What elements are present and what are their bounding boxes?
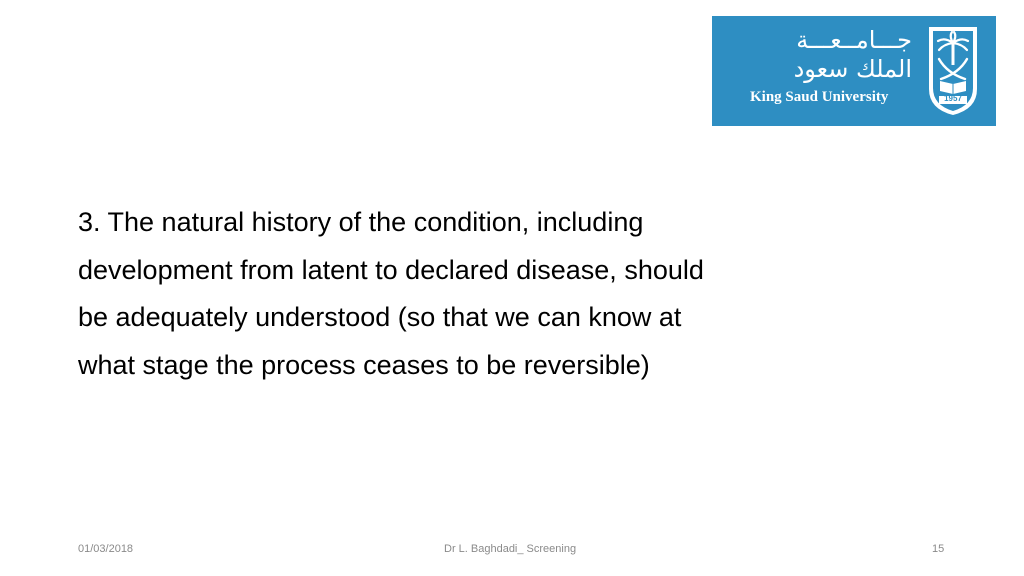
logo-year: 1957 <box>944 94 962 103</box>
footer-author-title: Dr L. Baghdadi_ Screening <box>444 543 577 555</box>
slide-body-text <box>78 199 878 389</box>
body-line-1: 3. The natural history of the condition, including <box>78 207 644 237</box>
logo-arabic-line-2: الملك سعود <box>793 55 912 83</box>
footer-page-number: 15 <box>932 543 945 555</box>
logo-english-text: King Saud University <box>750 89 889 105</box>
king-saud-university-logo <box>712 16 996 126</box>
body-line-4: what stage the process ceases to be reversible) <box>78 349 650 380</box>
footer-date: 01/03/2018 <box>78 543 134 555</box>
logo-arabic-line-1: جـــامــعـــة <box>796 26 912 54</box>
body-line-3: be adequately understood (so that we can know at <box>78 302 682 332</box>
palm-swords-emblem-icon <box>925 25 981 117</box>
body-line-2: development from latent to declared disease, should <box>78 254 704 285</box>
logo-arabic-text <box>742 26 912 84</box>
